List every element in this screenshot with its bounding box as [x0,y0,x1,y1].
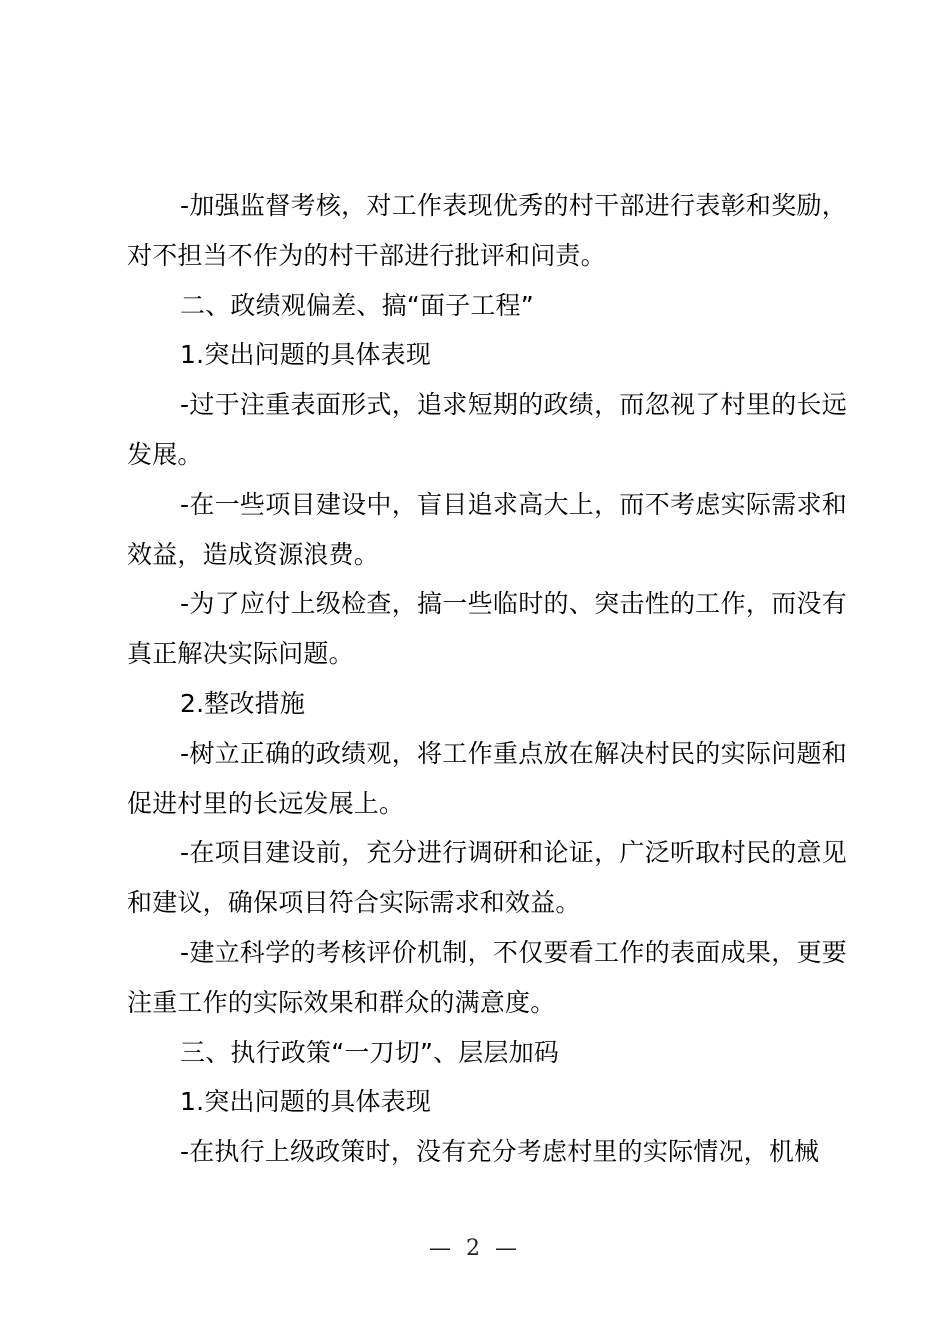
subheading-measures: 2.整改措施 [180,688,306,718]
paragraph-measure-1: -树立正确的政绩观，将工作重点放在解决村民的实际问题和促进村里的长远发展上。 [127,738,847,818]
section-heading-2: 二、政绩观偏差、搞“面子工程” [180,290,534,320]
section-heading-3: 三、执行政策“一刀切”、层层加码 [180,1037,560,1067]
paragraph-problem-3: -为了应付上级检查，搞一些临时的、突击性的工作，而没有真正解决实际问题。 [127,589,847,669]
paragraph-supervision: -加强监督考核，对工作表现优秀的村干部进行表彰和奖励，对不担当不作为的村干部进行批评和问责。 [127,191,847,270]
paragraph-measure-3: -建立科学的考核评价机制，不仅要看工作的表面成果，更要注重工作的实际效果和群众的满意度。 [127,937,847,1017]
subheading-problems-3: 1.突出问题的具体表现 [180,1087,432,1117]
page-number: — 2 — [429,1236,521,1261]
paragraph-problem-2: -在一些项目建设中，盲目追求高大上，而不考虑实际需求和效益，造成资源浪费。 [127,489,847,569]
paragraph-problem-1: -过于注重表面形式，追求短期的政绩，而忽视了村里的长远发展。 [127,390,847,469]
paragraph-measure-2: -在项目建设前，充分进行调研和论证，广泛听取村民的意见和建议，确保项目符合实际需求和效益。 [127,838,847,918]
paragraph-policy-problem-1: -在执行上级政策时，没有充分考虑村里的实际情况，机械 [180,1137,820,1167]
document-body [127,181,847,1177]
subheading-problems: 1.突出问题的具体表现 [180,340,432,370]
